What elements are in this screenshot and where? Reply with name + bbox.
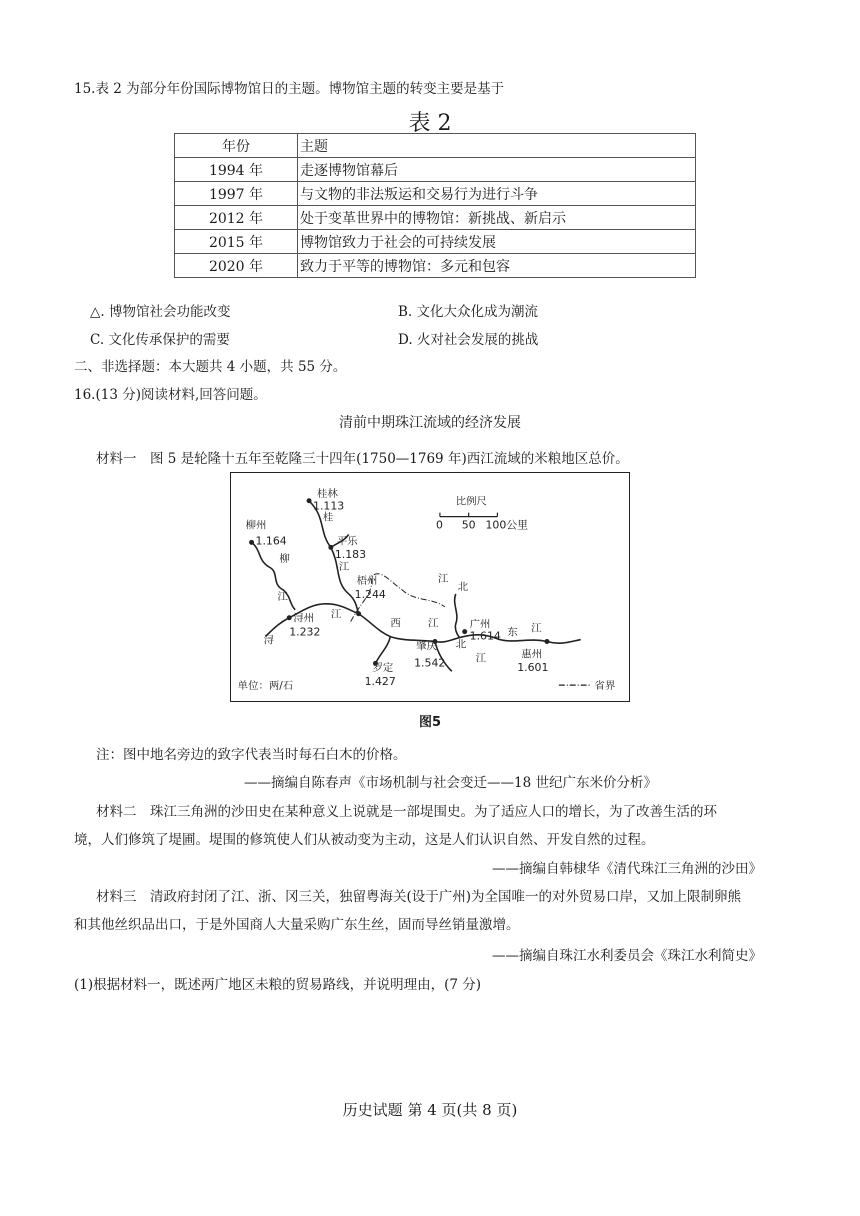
- river-luoding: [375, 637, 390, 664]
- place-name: 桂林: [316, 487, 338, 500]
- row-theme: 致力于平等的博物馆：多元和包容: [298, 254, 696, 278]
- river-label: 浔: [263, 634, 274, 647]
- place-price: 1.427: [364, 675, 396, 689]
- river-label: 桂: [322, 511, 334, 524]
- source-2: ——摘编自韩棣华《清代珠江三角洲的沙田》: [492, 861, 762, 877]
- place-price: 1.113: [313, 499, 345, 513]
- place-price: 1.164: [255, 534, 287, 548]
- material-1: 材料一 图 5 是轮隆十五年至乾隆三十四年(1750—1769 年)西江流域的米粮地区总价。: [96, 451, 629, 467]
- city-dot-liuzhou: [249, 540, 254, 545]
- legend-label: 省界: [594, 680, 616, 693]
- header-theme: 主题: [298, 134, 696, 158]
- option-a: △. 博物馆社会功能改变: [90, 304, 231, 320]
- river-label: 北: [457, 580, 469, 593]
- scale-title: 比例尺: [455, 495, 487, 508]
- header-year: 年份: [175, 134, 298, 158]
- table-row: [175, 206, 696, 230]
- river-label: 江: [437, 573, 449, 586]
- section-heading: 二、非选择题：本大题共 4 小题，共 55 分。: [74, 359, 347, 375]
- option-d: D. 火对社会发展的挑战: [398, 332, 539, 348]
- table-row: [175, 254, 696, 278]
- source-3: ——摘编自珠江水利委员会《珠江水利简史》: [492, 948, 762, 964]
- place-name: 平乐: [336, 535, 358, 548]
- place-price: 1.601: [517, 661, 549, 675]
- map-svg: [231, 473, 629, 701]
- city-dot-guilin: [307, 498, 312, 503]
- row-year: 2012 年: [175, 206, 298, 230]
- museum-themes-table: [174, 133, 696, 278]
- place-price: 1.542: [414, 656, 446, 670]
- city-dot-xunzhou: [287, 615, 292, 620]
- material-3-line-1: 材料三 清政府封闭了江、浙、冈三关，独留粤海关(设于广州)为全国唯一的对外贸易口岸，又加上限制卵熊: [96, 889, 742, 905]
- table-title: 表 2: [408, 111, 452, 136]
- place-price: 1.232: [289, 625, 321, 639]
- place-name: 广州: [469, 618, 491, 631]
- river-label: 柳: [279, 553, 290, 566]
- table-row: [175, 182, 696, 206]
- river-label: 江: [531, 622, 542, 635]
- place-name: 浔州: [293, 612, 314, 625]
- figure-label: 图5: [418, 715, 442, 730]
- row-theme: 博物馆致力于社会的可持续发展: [298, 230, 696, 254]
- row-theme: 与文物的非法叛运和交易行为进行斗争: [298, 182, 696, 206]
- row-year: 1997 年: [175, 182, 298, 206]
- table-row: [175, 230, 696, 254]
- row-year: 1994 年: [175, 158, 298, 182]
- option-b: B. 文化大众化成为潮流: [398, 304, 539, 320]
- scale-tick: 100公里: [485, 518, 529, 532]
- row-year: 2020 年: [175, 254, 298, 278]
- material-2-line-1: 材料二 珠江三角洲的沙田史在某种意义上说就是一部堤围史。为了适应人口的增长，为了改善生活的环: [96, 804, 717, 820]
- city-dot-guangzhou: [462, 629, 467, 634]
- row-theme: 处于变革世界中的博物馆：新挑战、新启示: [298, 206, 696, 230]
- place-name: 柳州: [245, 519, 267, 532]
- map-unit: 单位：两/石: [237, 680, 294, 693]
- place-name: 罗定: [372, 662, 394, 675]
- option-c: C. 文化传承保护的需要: [90, 332, 230, 348]
- map-note: 注：图中地名旁边的致字代表当时每石白木的价格。: [96, 747, 407, 763]
- river-label: 东: [507, 626, 518, 639]
- source-1: ——摘编自陈春声《市场机制与社会变迁——18 世纪广东米价分析》: [244, 775, 657, 791]
- river-beijiang: [455, 594, 460, 638]
- river-label: 江: [338, 561, 350, 574]
- place-name: 肇庆: [416, 640, 437, 653]
- q16-stem: 16.(13 分)阅读材料,回答问题。: [74, 387, 267, 403]
- place-name: 惠州: [521, 648, 542, 661]
- river-label: 北: [455, 638, 467, 651]
- place-price: 1.614: [469, 629, 501, 643]
- material-2-line-2: 境，人们修筑了堤圃。堤围的修筑使人们从被动变为主动，这是人们认识自然、开发自然的过程。: [74, 832, 655, 848]
- river-label: 江: [475, 652, 486, 665]
- page-footer: 历史试题 第 4 页(共 8 页): [342, 1101, 518, 1119]
- table-row: [175, 158, 696, 182]
- river-label: 江: [330, 608, 342, 621]
- sub-question-1: (1)根据材料一，既述两广地区未粮的贸易路线，并说明理由，(7 分): [74, 977, 482, 993]
- place-name: 梧州: [356, 575, 378, 588]
- xijiang-rice-price-map: [230, 472, 630, 702]
- scale-tick: 50: [461, 518, 476, 532]
- river-label: 江: [277, 590, 288, 603]
- place-price: 1.244: [354, 587, 386, 601]
- table-header-row: [175, 134, 696, 158]
- row-year: 2015 年: [175, 230, 298, 254]
- q16-title: 清前中期珠江流域的经济发展: [339, 415, 521, 431]
- row-theme: 走逐博物馆幕后: [298, 158, 696, 182]
- q15-stem: 15.表 2 为部分年份国际博物馆日的主题。博物馆主题的转变主要是基于: [74, 81, 505, 97]
- river-xijiang: [359, 614, 460, 642]
- scale-tick: 0: [435, 518, 443, 532]
- place-price: 1.183: [334, 548, 367, 562]
- material-3-line-2: 和其他丝织品出口，于是外国商人大量采购广东生丝，固而导丝销量激增。: [74, 917, 520, 933]
- city-dot-wuzhou: [356, 611, 361, 616]
- city-dot-huizhou: [544, 639, 549, 644]
- river-label: 西: [390, 617, 401, 630]
- river-label: 江: [428, 617, 439, 630]
- city-dot-pingle: [328, 545, 333, 550]
